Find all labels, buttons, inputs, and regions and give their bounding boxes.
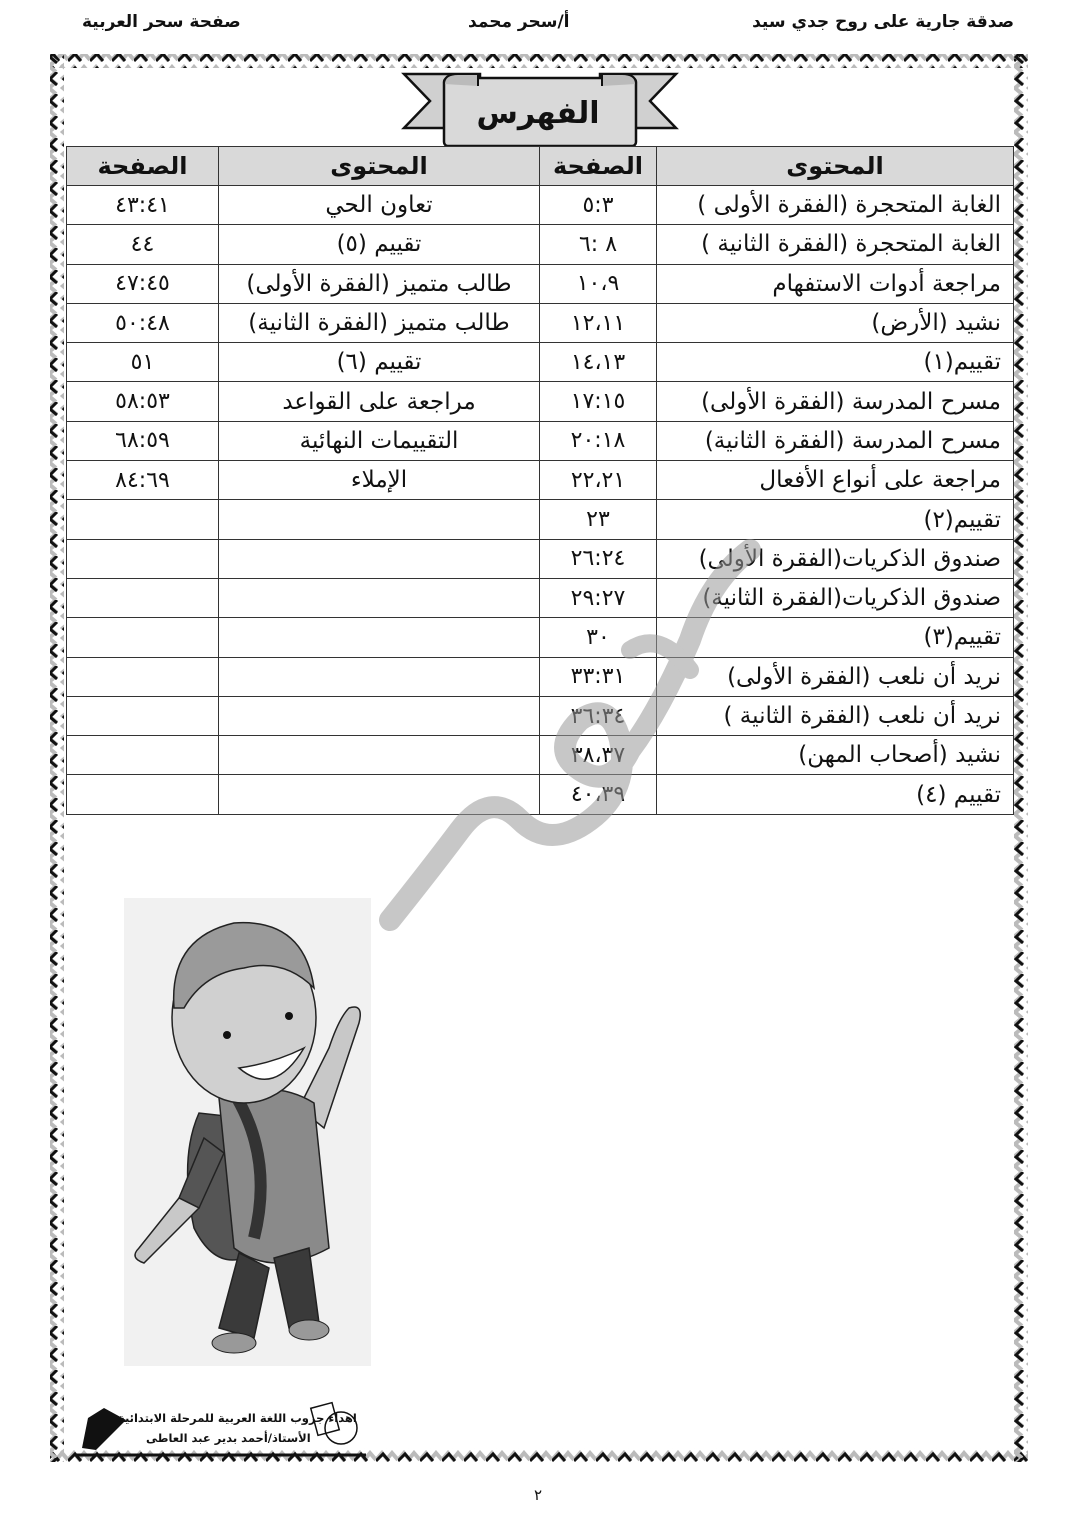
- entry-page: ٢٠:١٨: [540, 421, 657, 460]
- page-name-header: صفحة سحر العربية: [82, 12, 241, 32]
- entry-page: ٤٣:٤١: [67, 186, 219, 225]
- entry-content: [219, 539, 540, 578]
- entry-page: [67, 500, 219, 539]
- entry-content: مراجعة على القواعد: [219, 382, 540, 421]
- entry-content: [219, 775, 540, 814]
- entry-content: [219, 736, 540, 775]
- entry-page: ٣٦:٣٤: [540, 696, 657, 735]
- table-row: [67, 461, 1014, 500]
- table-row: [67, 382, 1014, 421]
- boy-illustration: [124, 898, 371, 1366]
- index-table: [66, 146, 1014, 815]
- footer-dedication-line2: الأستاذ/أحمد بدير عبد العاطى: [146, 1431, 311, 1445]
- footer-dedication-line1: اهداء جروب اللغة العربية للمرحلة الابتدائية: [118, 1411, 357, 1425]
- dedication-header: صدقة جارية على روح جدي سيد: [752, 12, 1014, 32]
- table-row: [67, 775, 1014, 814]
- entry-page: ٤٠،٣٩: [540, 775, 657, 814]
- entry-content: الإملاء: [219, 461, 540, 500]
- table-row: [67, 578, 1014, 617]
- entry-page: ١٢،١١: [540, 303, 657, 342]
- entry-content: الغابة المتحجرة (الفقرة الأولى ): [657, 186, 1014, 225]
- column-header-page: الصفحة: [67, 147, 219, 186]
- entry-page: ١٠،٩: [540, 264, 657, 303]
- entry-content: التقييمات النهائية: [219, 421, 540, 460]
- entry-content: تقييم (٥): [219, 225, 540, 264]
- entry-content: صندوق الذكريات(الفقرة الثانية): [657, 578, 1014, 617]
- table-row: [67, 225, 1014, 264]
- entry-content: الغابة المتحجرة (الفقرة الثانية ): [657, 225, 1014, 264]
- entry-content: مسرح المدرسة (الفقرة الأولى): [657, 382, 1014, 421]
- entry-content: تعاون الحي: [219, 186, 540, 225]
- entry-content: نريد أن نلعب (الفقرة الثانية ): [657, 696, 1014, 735]
- page-number: ٢: [534, 1486, 543, 1504]
- entry-page: ٦٨:٥٩: [67, 421, 219, 460]
- entry-page: ٢٩:٢٧: [540, 578, 657, 617]
- table-header-row: [67, 147, 1014, 186]
- entry-content: تقييم(١): [657, 343, 1014, 382]
- table-row: [67, 657, 1014, 696]
- entry-page: ٥٠:٤٨: [67, 303, 219, 342]
- table-row: [67, 696, 1014, 735]
- entry-page: [67, 578, 219, 617]
- entry-content: نريد أن نلعب (الفقرة الأولى): [657, 657, 1014, 696]
- entry-page: ٨٤:٦٩: [67, 461, 219, 500]
- entry-page: ٢٦:٢٤: [540, 539, 657, 578]
- table-row: [67, 303, 1014, 342]
- entry-content: مراجعة على أنواع الأفعال: [657, 461, 1014, 500]
- entry-content: [219, 618, 540, 657]
- entry-page: ١٤،١٣: [540, 343, 657, 382]
- entry-content: [219, 696, 540, 735]
- entry-page: ٢٢،٢١: [540, 461, 657, 500]
- entry-page: [67, 696, 219, 735]
- entry-page: ٨ :٦: [540, 225, 657, 264]
- entry-page: ٣٨،٣٧: [540, 736, 657, 775]
- entry-content: [219, 657, 540, 696]
- entry-content: تقييم(٣): [657, 618, 1014, 657]
- entry-page: ٥:٣: [540, 186, 657, 225]
- entry-content: صندوق الذكريات(الفقرة الأولى): [657, 539, 1014, 578]
- entry-content: طالب متميز (الفقرة الثانية): [219, 303, 540, 342]
- entry-content: [219, 578, 540, 617]
- entry-page: [67, 618, 219, 657]
- entry-page: ٢٣: [540, 500, 657, 539]
- author-header: أ/سحر محمد: [468, 12, 570, 32]
- entry-page: [67, 657, 219, 696]
- table-row: [67, 618, 1014, 657]
- table-row: [67, 264, 1014, 303]
- column-header-content: المحتوى: [657, 147, 1014, 186]
- entry-page: ٣٣:٣١: [540, 657, 657, 696]
- entry-page: [67, 539, 219, 578]
- entry-page: ٥٨:٥٣: [67, 382, 219, 421]
- column-header-content: المحتوى: [219, 147, 540, 186]
- table-row: [67, 500, 1014, 539]
- entry-page: [67, 736, 219, 775]
- entry-content: مراجعة أدوات الاستفهام: [657, 264, 1014, 303]
- entry-content: نشيد (الأرض): [657, 303, 1014, 342]
- entry-content: نشيد (أصحاب المهن): [657, 736, 1014, 775]
- table-row: [67, 539, 1014, 578]
- entry-page: ٥١: [67, 343, 219, 382]
- table-row: [67, 343, 1014, 382]
- entry-page: ٤٧:٤٥: [67, 264, 219, 303]
- entry-content: طالب متميز (الفقرة الأولى): [219, 264, 540, 303]
- page-title: الفهرس: [476, 96, 600, 131]
- entry-content: تقييم (٦): [219, 343, 540, 382]
- entry-content: تقييم (٤): [657, 775, 1014, 814]
- entry-page: ١٧:١٥: [540, 382, 657, 421]
- entry-content: مسرح المدرسة (الفقرة الثانية): [657, 421, 1014, 460]
- entry-content: [219, 500, 540, 539]
- column-header-page: الصفحة: [540, 147, 657, 186]
- table-row: [67, 186, 1014, 225]
- entry-page: ٤٤: [67, 225, 219, 264]
- entry-content: تقييم(٢): [657, 500, 1014, 539]
- table-row: [67, 736, 1014, 775]
- table-row: [67, 421, 1014, 460]
- entry-page: [67, 775, 219, 814]
- entry-page: ٣٠: [540, 618, 657, 657]
